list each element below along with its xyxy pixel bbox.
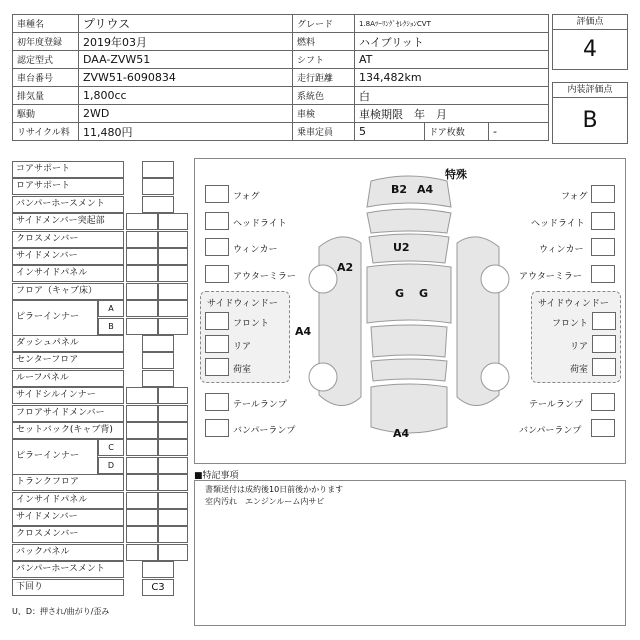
tail-left-checkbox[interactable] [205,393,229,411]
frame-item-10: ダッシュパネル [12,335,124,352]
frame-cell-23-0[interactable] [142,561,174,578]
frame-item-19: インサイドパネル [12,492,124,509]
frame-item-7: フロア（キャブ床） [12,283,124,300]
frame-item-4: クロスメンバー [12,231,124,248]
car-name-label: 車種名 [13,15,79,33]
shift-value: AT [355,51,549,69]
frame-item-24: 下回り [12,579,124,596]
frame-item-16: ピラーインナー [12,439,98,475]
frame-item-20: サイドメンバー [12,509,124,526]
frame-cell-3-1[interactable] [158,213,188,230]
fuel-label: 燃料 [293,33,355,51]
shift-label: シフト [293,51,355,69]
interior-grade-title: 内装評価点 [553,83,627,98]
mark-a4-bottom: A4 [393,427,410,440]
blinker-right-checkbox[interactable] [591,238,615,256]
mark-g2: G [419,287,429,300]
sw-left-rear-label: リア [233,342,252,352]
capacity-label: 乗車定員 [293,123,355,141]
frame-cell-17-0[interactable] [126,457,158,474]
notes-line-1: 書類送付は成約後10日前後かかります [205,485,344,494]
drive-label: 駆動 [13,105,79,123]
vehicle-info-table [12,14,549,141]
frame-cell-22-1[interactable] [158,544,188,561]
mark-a4-left: A4 [295,325,312,338]
side-window-left [200,291,290,383]
model-label: 認定型式 [13,51,79,69]
frame-cell-9-0[interactable] [126,318,158,335]
frame-cell-5-0[interactable] [126,248,158,265]
grade-value: 1.8AﾂｰﾘﾝｸﾞｾﾚｸｼｮﾝCVT [355,15,549,33]
bumperlamp-right-checkbox[interactable] [591,419,615,437]
frame-cell-12-0[interactable] [142,370,174,387]
headlight-left-label: ヘッドライト [233,219,287,229]
tail-left-label: テールランプ [233,400,287,410]
tail-right-label: テールランプ [529,400,583,410]
frame-cell-7-0[interactable] [126,283,158,300]
first-reg-label: 初年度登録 [13,33,79,51]
sw-right-rear-checkbox[interactable] [592,335,616,353]
frame-cell-3-0[interactable] [126,213,158,230]
chassis-label: 車台番号 [13,69,79,87]
frame-cell-4-1[interactable] [158,231,188,248]
first-reg-value: 2019年03月 [79,33,293,51]
grade-label: グレード [293,15,355,33]
mirror-left-label: アウターミラー [233,272,296,282]
frame-cell-10-0[interactable] [142,335,174,352]
frame-item-2: バンパーホースメント [12,196,124,213]
car-diagram [194,158,626,464]
notes-box [194,480,626,626]
color-label: 系統色 [293,87,355,105]
mark-u2: U2 [393,241,410,254]
sw-left-front-checkbox[interactable] [205,312,229,330]
tail-right-checkbox[interactable] [591,393,615,411]
interior-grade-box [552,82,628,144]
frame-cell-6-1[interactable] [158,265,188,282]
mirror-right-label: アウターミラー [519,272,582,282]
frame-cell-1-0[interactable] [142,178,174,195]
mark-g1: G [395,287,405,300]
interior-grade-value: B [582,108,598,133]
sw-left-cargo-label: 荷室 [233,365,252,375]
fog-right-checkbox[interactable] [591,185,615,203]
fog-left-label: フォグ [233,192,260,202]
frame-cell-5-1[interactable] [158,248,188,265]
sw-left-rear-checkbox[interactable] [205,335,229,353]
blinker-left-label: ウィンカー [233,245,278,255]
sw-right-front-checkbox[interactable] [592,312,616,330]
frame-cell-18-0[interactable] [126,474,158,491]
frame-sub-sub_b: B [98,318,124,335]
side-window-right [531,291,621,383]
frame-cell-20-1[interactable] [158,509,188,526]
frame-cell-8-0[interactable] [126,300,158,317]
chassis-value: ZVW51-6090834 [79,69,293,87]
sw-left-cargo-checkbox[interactable] [205,358,229,376]
inspection-label: 車検 [293,105,355,123]
frame-cell-18-1[interactable] [158,474,188,491]
grade-value: 4 [583,37,597,62]
frame-cell-21-0[interactable] [126,526,158,543]
inspection-value: 車検期限 年 月 [355,105,549,123]
drive-value: 2WD [79,105,293,123]
frame-cell-15-1[interactable] [158,422,188,439]
frame-sub-sub_c: C [98,439,124,456]
frame-cell-0-0[interactable] [142,161,174,178]
frame-item-23: バンパーホースメント [12,561,124,578]
car-name-value: プリウス [79,15,293,33]
frame-cell-2-0[interactable] [142,196,174,213]
frame-legend: U、D：押され/曲がり/歪み [12,607,110,616]
frame-cell-16-0[interactable] [126,439,158,456]
bumperlamp-right-label: バンパーランプ [519,426,582,436]
frame-item-14: フロアサイドメンバー [12,405,124,422]
headlight-right-checkbox[interactable] [591,212,615,230]
doors-label: ドア枚数 [425,123,489,141]
frame-item-5: サイドメンバー [12,248,124,265]
frame-item-11: センターフロア [12,352,124,369]
frame-cell-24-0[interactable]: C3 [142,579,174,596]
frame-cell-21-1[interactable] [158,526,188,543]
special-title: 特殊 [445,168,467,181]
frame-item-13: サイドシルインナー [12,387,124,404]
frame-sub-sub_a: A [98,300,124,317]
frame-cell-7-1[interactable] [158,283,188,300]
frame-cell-22-0[interactable] [126,544,158,561]
frame-item-6: インサイドパネル [12,265,124,282]
frame-item-15: セットバック(キャブ背) [12,422,124,439]
mirror-left-checkbox[interactable] [205,265,229,283]
sw-right-front-label: フロント [552,319,589,329]
model-value: DAA-ZVW51 [79,51,293,69]
displacement-value: 1,800cc [79,87,293,105]
frame-item-18: トランクフロア [12,474,124,491]
capacity-value: 5 [355,123,425,141]
grade-box [552,14,628,70]
bumperlamp-left-checkbox[interactable] [205,419,229,437]
frame-item-12: ルーフパネル [12,370,124,387]
mark-b2: B2 [391,183,408,196]
frame-item-21: クロスメンバー [12,526,124,543]
mileage-value: 134,482km [355,69,549,87]
color-value: 白 [355,87,549,105]
frame-cell-9-1[interactable] [158,318,188,335]
frame-cell-6-0[interactable] [126,265,158,282]
frame-cell-15-0[interactable] [126,422,158,439]
frame-cell-20-0[interactable] [126,509,158,526]
sw-right-rear-label: リア [570,342,589,352]
mirror-right-checkbox[interactable] [591,265,615,283]
displacement-label: 排気量 [13,87,79,105]
frame-cell-19-0[interactable] [126,492,158,509]
blinker-right-label: ウィンカー [539,245,584,255]
frame-item-22: バックパネル [12,544,124,561]
fog-left-checkbox[interactable] [205,185,229,203]
frame-item-1: ロアサポート [12,178,124,195]
frame-cell-19-1[interactable] [158,492,188,509]
frame-cell-8-1[interactable] [158,300,188,317]
recycle-value: 11,480円 [79,123,293,141]
frame-cell-14-1[interactable] [158,405,188,422]
notes-title: ■特記事項 [194,471,239,481]
sw-left-front-label: フロント [233,319,270,329]
frame-item-8: ピラーインナー [12,300,98,336]
frame-cell-13-1[interactable] [158,387,188,404]
blinker-left-checkbox[interactable] [205,238,229,256]
frame-item-0: コアサポート [12,161,124,178]
fuel-value: ハイブリット [355,33,549,51]
side-window-left-title: サイドウィンドー [207,299,278,309]
headlight-right-label: ヘッドライト [531,219,585,229]
frame-cell-14-0[interactable] [126,405,158,422]
frame-sub-sub_d: D [98,457,124,474]
sw-right-cargo-label: 荷室 [570,365,589,375]
recycle-label: リサイクル料 [13,123,79,141]
grade-title: 評価点 [553,15,627,30]
frame-cell-16-1[interactable] [158,439,188,456]
mark-a2: A2 [337,261,354,274]
headlight-left-checkbox[interactable] [205,212,229,230]
side-window-right-title: サイドウィンドー [538,299,609,309]
notes-line-2: 室内汚れ エンジンルーム内サビ [205,497,325,506]
sw-right-cargo-checkbox[interactable] [592,358,616,376]
mileage-label: 走行距離 [293,69,355,87]
mark-a4-top: A4 [417,183,434,196]
frame-cell-17-1[interactable] [158,457,188,474]
bumperlamp-left-label: バンパーランプ [233,426,296,436]
doors-value: - [489,123,549,141]
frame-item-3: サイドメンバー突起部 [12,213,124,230]
frame-cell-13-0[interactable] [126,387,158,404]
frame-cell-4-0[interactable] [126,231,158,248]
fog-right-label: フォグ [561,192,588,202]
frame-cell-11-0[interactable] [142,352,174,369]
